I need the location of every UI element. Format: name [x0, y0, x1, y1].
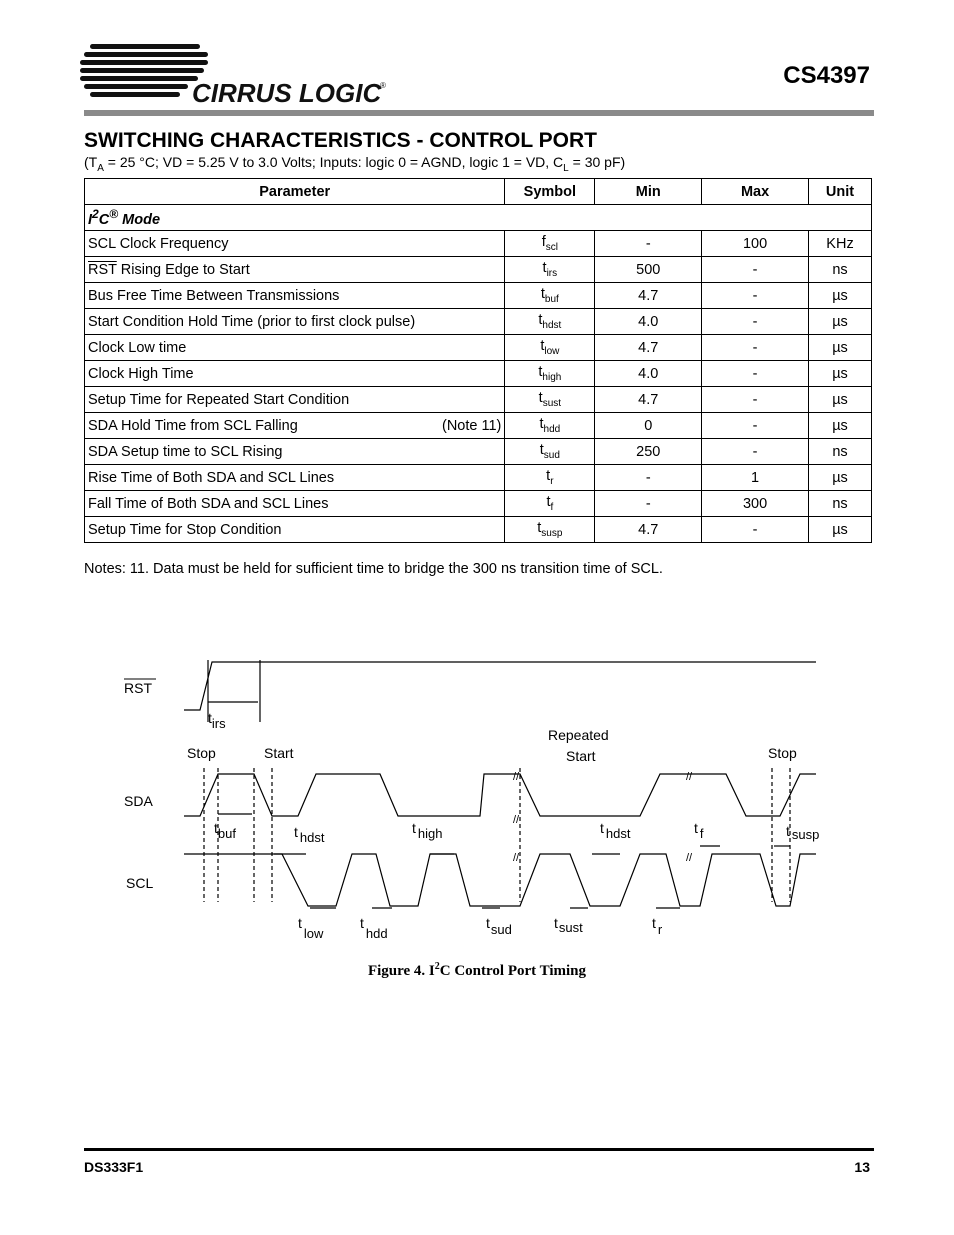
- parameter-cell: Bus Free Time Between Transmissions: [85, 283, 505, 309]
- max-cell: -: [702, 361, 809, 387]
- parameter-cell: Setup Time for Repeated Start Condition: [85, 387, 505, 413]
- unit-cell: µs: [809, 309, 872, 335]
- symbol-cell: $t_{low}$: [505, 335, 595, 361]
- min-cell: -: [595, 465, 702, 491]
- symbol-cell: $t_{hdst}$: [505, 309, 595, 335]
- t-hdst2-label: t hdst: [600, 820, 631, 841]
- max-cell: -: [702, 283, 809, 309]
- t-high-label: t high: [412, 820, 443, 841]
- part-number: CS4397: [783, 62, 870, 89]
- i2c-timing-diagram: [100, 640, 840, 960]
- section-title: SWITCHING CHARACTERISTICS - CONTROL PORT: [84, 129, 597, 152]
- header-min: Min: [595, 179, 702, 205]
- event-repeated-label: Repeated: [548, 727, 609, 743]
- unit-cell: µs: [809, 361, 872, 387]
- mode-row: [85, 205, 872, 231]
- max-cell: -: [702, 387, 809, 413]
- table-row: [85, 361, 872, 387]
- rst-label: RST: [124, 680, 152, 696]
- page-number: 13: [854, 1159, 870, 1175]
- symbol-cell: $t_r$: [505, 465, 595, 491]
- table-row: [85, 231, 872, 257]
- unit-cell: µs: [809, 283, 872, 309]
- i2c-mode-label: $I^2C®$ Mode: [85, 205, 872, 231]
- t-irs-label: tirs: [208, 710, 226, 731]
- table-row: [85, 309, 872, 335]
- table-row: [85, 387, 872, 413]
- max-cell: -: [702, 517, 809, 543]
- min-cell: 4.0: [595, 309, 702, 335]
- table-header-row: [85, 179, 872, 205]
- min-cell: 4.7: [595, 335, 702, 361]
- symbol-cell: $t_{susp}$: [505, 517, 595, 543]
- parameter-cell: Clock Low time: [85, 335, 505, 361]
- test-conditions: ($T_A = 25$ °C; VD = 5.25 V to 3.0 Volts; Inputs: logic 0 = AGND, logic 1 = VD, $C_L = 30$ pF): [84, 154, 626, 174]
- min-cell: 4.7: [595, 387, 702, 413]
- notes: Notes: 11. Data must be held for sufficient time to bridge the 300 ns transition time of SCL.: [84, 561, 663, 577]
- max-cell: 100: [702, 231, 809, 257]
- break-mark-scl-2: //: [686, 852, 693, 864]
- parameter-cell: Clock High Time: [85, 361, 505, 387]
- sda-label: SDA: [124, 793, 153, 809]
- unit-cell: µs: [809, 335, 872, 361]
- figure-caption: Figure 4. $I^2C$ Control Port Timing: [367, 961, 587, 979]
- symbol-cell: $t_{buf}$: [505, 283, 595, 309]
- header-unit: Unit: [809, 179, 872, 205]
- document-id: DS333F1: [84, 1159, 144, 1175]
- max-cell: -: [702, 413, 809, 439]
- table-row: [85, 283, 872, 309]
- min-cell: -: [595, 231, 702, 257]
- event-stop2-label: Stop: [768, 745, 797, 761]
- registered-mark: ®: [380, 81, 386, 90]
- min-cell: 4.7: [595, 283, 702, 309]
- symbol-cell: $t_{sud}$: [505, 439, 595, 465]
- table-row: [85, 465, 872, 491]
- t-hdd-label: thdd: [360, 915, 388, 941]
- unit-cell: µs: [809, 465, 872, 491]
- header-rule: [84, 110, 874, 116]
- min-cell: 250: [595, 439, 702, 465]
- t-r-label: t r: [652, 915, 663, 937]
- event-start-label: Start: [264, 745, 294, 761]
- parameter-cell: Rise Time of Both SDA and SCL Lines: [85, 465, 505, 491]
- scl-waveform: [184, 854, 816, 906]
- t-sust-label: tsust: [554, 915, 583, 935]
- header-parameter: Parameter: [85, 179, 505, 205]
- header-max: Max: [702, 179, 809, 205]
- logo-mark: [80, 44, 208, 97]
- break-mark-sda: //: [513, 771, 520, 783]
- max-cell: 1: [702, 465, 809, 491]
- footer-rule: [84, 1148, 874, 1151]
- t-low-label: tlow: [298, 915, 324, 941]
- unit-cell: ns: [809, 257, 872, 283]
- min-cell: -: [595, 491, 702, 517]
- table-row: [85, 517, 872, 543]
- switching-characteristics-table: [84, 178, 872, 543]
- symbol-cell: $t_{irs}$: [505, 257, 595, 283]
- unit-cell: ns: [809, 439, 872, 465]
- logo-wordmark: CIRRUS LOGIC: [192, 78, 382, 108]
- parameter-cell: SDA Setup time to SCL Rising: [85, 439, 505, 465]
- t-sud-label: tsud: [486, 915, 512, 937]
- unit-cell: µs: [809, 413, 872, 439]
- parameter-cell: $\overline{RST}$ Rising Edge to Start: [85, 257, 505, 283]
- symbol-cell: $t_{high}$: [505, 361, 595, 387]
- parameter-cell: SDA Hold Time from SCL Falling (Note 11): [85, 413, 505, 439]
- min-cell: 4.7: [595, 517, 702, 543]
- parameter-cell: SCL Clock Frequency: [85, 231, 505, 257]
- max-cell: -: [702, 257, 809, 283]
- parameter-cell: Start Condition Hold Time (prior to first clock pulse): [85, 309, 505, 335]
- event-repeated-start-label: Start: [566, 748, 596, 764]
- break-mark-scl: //: [513, 852, 520, 864]
- max-cell: -: [702, 309, 809, 335]
- symbol-cell: $t_{hdd}$: [505, 413, 595, 439]
- break-mark-sda-2: //: [686, 771, 693, 783]
- sda-waveform: [184, 774, 816, 816]
- min-cell: 500: [595, 257, 702, 283]
- max-cell: -: [702, 335, 809, 361]
- symbol-cell: $f_{scl}$: [505, 231, 595, 257]
- unit-cell: KHz: [809, 231, 872, 257]
- parameter-cell: Fall Time of Both SDA and SCL Lines: [85, 491, 505, 517]
- max-cell: 300: [702, 491, 809, 517]
- event-stop-label: Stop: [187, 745, 216, 761]
- min-cell: 0: [595, 413, 702, 439]
- scl-label: SCL: [126, 875, 154, 891]
- symbol-cell: $t_f$: [505, 491, 595, 517]
- unit-cell: µs: [809, 517, 872, 543]
- unit-cell: ns: [809, 491, 872, 517]
- max-cell: -: [702, 439, 809, 465]
- table-row: [85, 257, 872, 283]
- t-buf-label: tbuf: [214, 820, 236, 841]
- t-f-label: t f: [694, 820, 704, 841]
- min-cell: 4.0: [595, 361, 702, 387]
- table-row: [85, 491, 872, 517]
- table-row: [85, 439, 872, 465]
- header-symbol: Symbol: [505, 179, 595, 205]
- unit-cell: µs: [809, 387, 872, 413]
- table-row: [85, 335, 872, 361]
- note-reference: (Note 11): [442, 417, 502, 434]
- symbol-cell: $t_{sust}$: [505, 387, 595, 413]
- table-row: [85, 413, 872, 439]
- t-hdst-label: t hdst: [294, 824, 325, 845]
- rst-waveform: [184, 662, 816, 710]
- break-mark-sda-low: //: [513, 814, 520, 826]
- t-susp-label: t susp: [786, 823, 820, 842]
- cirrus-logic-logo: [80, 36, 400, 108]
- parameter-cell: Setup Time for Stop Condition: [85, 517, 505, 543]
